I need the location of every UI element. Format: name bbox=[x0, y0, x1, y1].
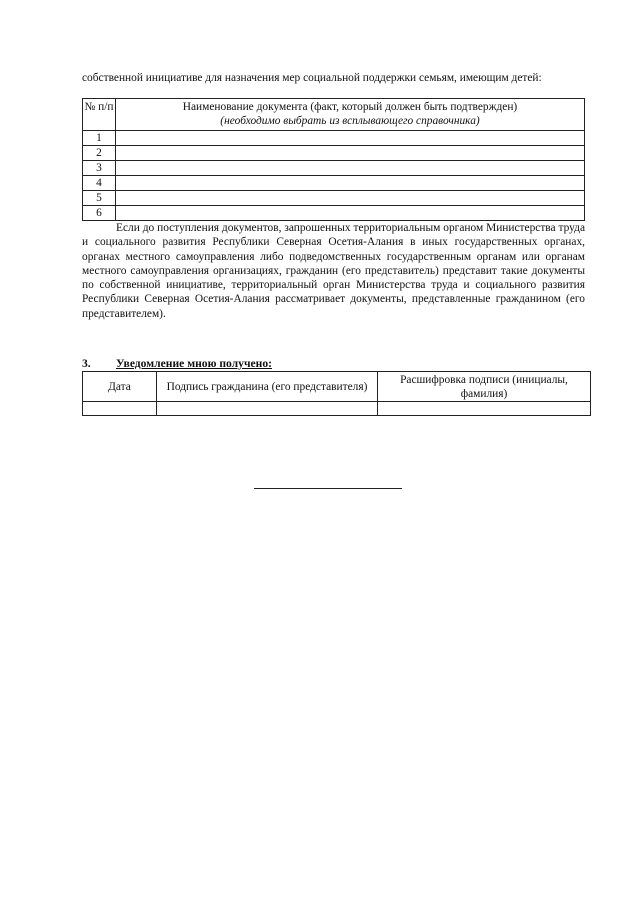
notice-table-header bbox=[83, 372, 591, 402]
body-paragraph: Если до поступления документов, запрошенных территориальным органом Министерства труда и социального развития Республики Северная Осетия-Алания в иных государственных органах, органах местного самоуправления либо подведомственных государственным органам или органам местного самоуправления организациях, гражданин (его представитель) представит такие документы по собственной инициативе, территориальный орган Министерства труда и социального развития Республики Северная Осетия-Алания рассматривает документы, представленные гражданином (его представителем). bbox=[82, 222, 585, 320]
row-number: 3 bbox=[83, 161, 116, 176]
row-number: 1 bbox=[83, 131, 116, 146]
signature-cell[interactable] bbox=[157, 402, 378, 416]
document-name-cell[interactable] bbox=[116, 131, 585, 146]
documents-table-header bbox=[83, 99, 585, 131]
intro-text: собственной инициативе для назначения мер социальной поддержки семьям, имеющим детей: bbox=[82, 72, 542, 84]
row-number: 6 bbox=[83, 206, 116, 221]
document-name-cell[interactable] bbox=[116, 191, 585, 206]
section-number: 3. bbox=[82, 357, 91, 370]
document-name-cell[interactable] bbox=[116, 161, 585, 176]
header-signature: Подпись гражданина (его представителя) bbox=[157, 372, 378, 402]
section-title: Уведомление мною получено: bbox=[116, 357, 272, 370]
separator-line bbox=[254, 488, 402, 489]
table-row bbox=[83, 176, 585, 191]
row-number: 2 bbox=[83, 146, 116, 161]
table-row bbox=[83, 206, 585, 221]
header-number: № п/п bbox=[83, 99, 116, 131]
date-cell[interactable] bbox=[83, 402, 157, 416]
section-heading bbox=[82, 357, 272, 370]
document-name-cell[interactable] bbox=[116, 176, 585, 191]
table-row bbox=[83, 191, 585, 206]
documents-table bbox=[82, 98, 585, 221]
table-row bbox=[83, 146, 585, 161]
document-name-cell[interactable] bbox=[116, 146, 585, 161]
document-name-cell[interactable] bbox=[116, 206, 585, 221]
header-document-name-text: Наименование документа (факт, который должен быть подтвержден) bbox=[182, 101, 518, 113]
notice-table bbox=[82, 371, 591, 416]
header-document-hint: (необходимо выбрать из всплывающего справочника) bbox=[220, 115, 480, 127]
row-number: 5 bbox=[83, 191, 116, 206]
signature-decoding-cell[interactable] bbox=[378, 402, 591, 416]
header-date: Дата bbox=[83, 372, 157, 402]
table-row bbox=[83, 131, 585, 146]
header-signature-decoding: Расшифровка подписи (инициалы, фамилия) bbox=[378, 372, 591, 402]
row-number: 4 bbox=[83, 176, 116, 191]
table-row bbox=[83, 161, 585, 176]
header-document-name bbox=[116, 99, 585, 131]
table-row bbox=[83, 402, 591, 416]
